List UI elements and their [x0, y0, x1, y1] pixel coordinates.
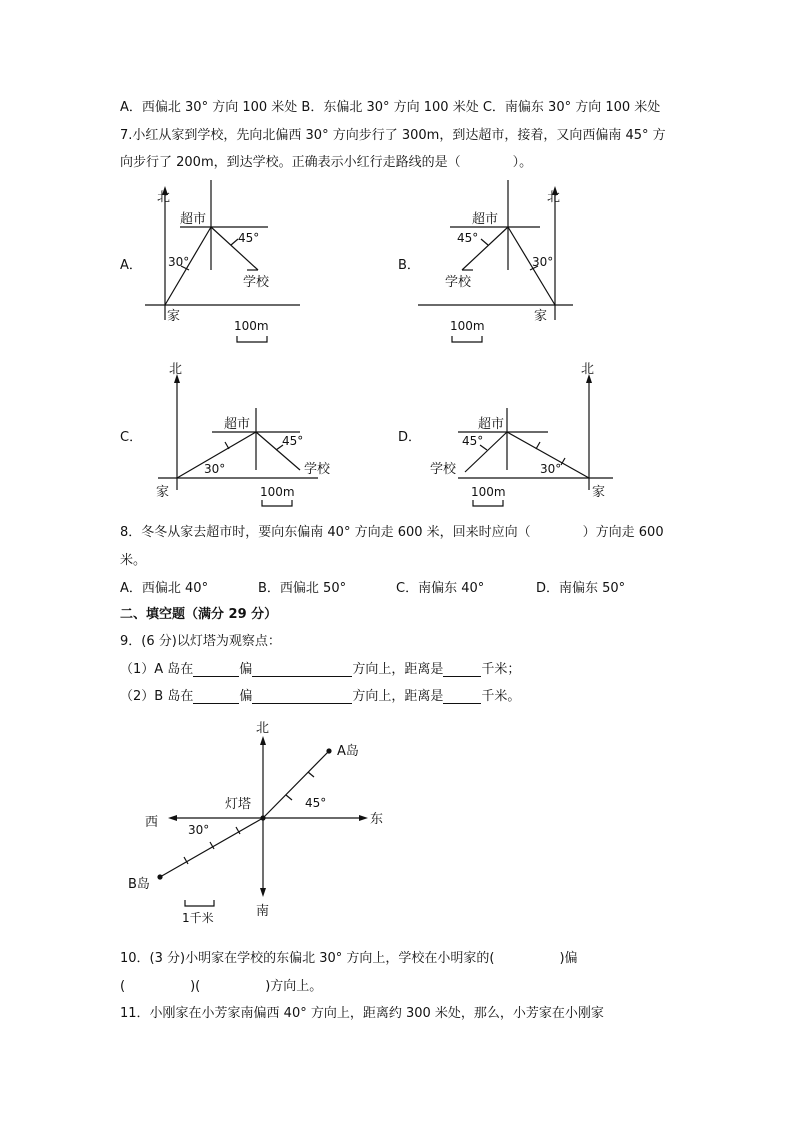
q8-option-d: D．南偏东 50° — [536, 581, 626, 596]
north-label: 北 — [169, 362, 183, 377]
q8-text-line1: 8．冬冬从家去超市时，要向东偏南 40° 方向走 600 米，回来时应向（ ）方向走 600 — [120, 525, 664, 540]
north-label: 北 — [547, 190, 561, 205]
q9-l2-a: （2）B 岛在 — [120, 689, 194, 704]
school-label: 学校 — [430, 462, 457, 477]
q11-text-line1: 11．小刚家在小芳家南偏西 40° 方向上，距离约 300 米处，那么，小芳家在小刚家 — [120, 1006, 604, 1021]
market-label: 超市 — [180, 212, 207, 227]
home-label: 家 — [592, 485, 606, 500]
angle-30: 30° — [204, 462, 226, 476]
home-label: 家 — [534, 309, 548, 324]
north-label: 北 — [157, 190, 171, 205]
market-label: 超市 — [478, 417, 505, 432]
q7-option-b-label: B． — [398, 258, 420, 273]
north-label: 北 — [581, 362, 595, 377]
q9-l2-c: 方向上，距离是 — [352, 689, 444, 704]
scale-label: 100m — [450, 319, 485, 333]
market-label: 超市 — [224, 417, 251, 432]
angle-30: 30° — [532, 255, 554, 269]
island-a-label: A岛 — [337, 744, 359, 759]
q7-text-line2: 向步行了 200m，到达学校。正确表示小红行走路线的是（ ）。 — [120, 155, 533, 170]
q10-text-line1: 10．(3 分)小明家在学校的东偏北 30° 方向上，学校在小明家的( )偏 — [120, 951, 578, 966]
school-label: 学校 — [304, 462, 331, 477]
angle-30: 30° — [168, 255, 190, 269]
angle-30: 30° — [540, 462, 562, 476]
north-label: 北 — [256, 721, 270, 736]
angle-45: 45° — [282, 434, 304, 448]
q7-text-line1: 7.小红从家到学校，先向北偏西 30° 方向步行了 300m，到达超市，接着，又向西偏南 45° 方 — [120, 128, 666, 143]
q6-options: A．西偏北 30° 方向 100 米处 B．东偏北 30° 方向 100 米处 C．南偏东 30° 方向 100 米处 — [120, 100, 661, 115]
q9-l1-a: （1）A 岛在 — [120, 662, 194, 677]
q8-option-b: B．西偏北 50° — [258, 581, 347, 596]
q7-option-a-label: A． — [120, 258, 142, 273]
angle-30: 30° — [188, 823, 210, 837]
angle-45: 45° — [462, 434, 484, 448]
scale-label: 100m — [234, 319, 269, 333]
section-title: 二、填空题（满分 29 分） — [120, 607, 278, 622]
school-label: 学校 — [243, 275, 270, 290]
q9-title: 9．(6 分)以灯塔为观察点： — [120, 634, 281, 649]
q9-l1-b: 偏 — [239, 662, 253, 677]
lighthouse-label: 灯塔 — [225, 797, 252, 812]
q8-option-a: A．西偏北 40° — [120, 581, 209, 596]
q8-text-line2: 米。 — [120, 553, 147, 568]
q7-option-c-label: C． — [120, 430, 143, 445]
q7-option-d-label: D． — [398, 430, 422, 445]
market-label: 超市 — [472, 212, 499, 227]
q9-l2-b: 偏 — [239, 689, 253, 704]
east-label: 东 — [370, 812, 384, 827]
scale-label: 100m — [471, 485, 506, 499]
south-label: 南 — [256, 904, 270, 919]
q9-l2-d: 千米。 — [481, 689, 521, 704]
scale-label: 100m — [260, 485, 295, 499]
school-label: 学校 — [445, 275, 472, 290]
island-b-label: B岛 — [128, 877, 150, 892]
q9-l1-c: 方向上，距离是 — [352, 662, 444, 677]
home-label: 家 — [156, 485, 170, 500]
q8-option-c: C．南偏东 40° — [396, 581, 485, 596]
angle-45: 45° — [238, 231, 260, 245]
angle-45: 45° — [457, 231, 479, 245]
west-label: 西 — [145, 815, 159, 830]
home-label: 家 — [167, 309, 181, 324]
scale-label: 1千米 — [182, 911, 214, 925]
angle-45: 45° — [305, 796, 327, 810]
q10-text-line2: ( )( )方向上。 — [120, 979, 323, 994]
q9-l1-d: 千米； — [481, 662, 521, 677]
